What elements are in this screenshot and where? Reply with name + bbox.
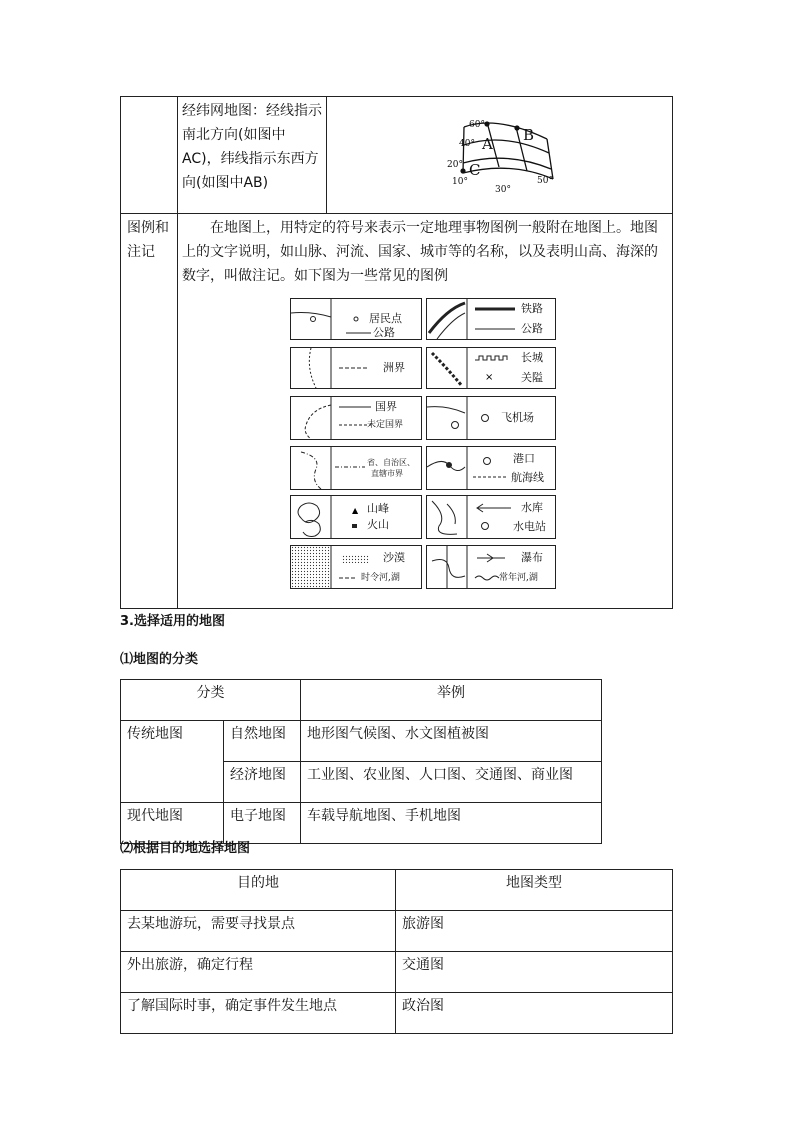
cell-subcategory: 电子地图 (224, 803, 301, 844)
meridian-50 (547, 139, 553, 179)
legend-mountain (290, 495, 422, 539)
label-sea-route: 航海线 (511, 471, 544, 484)
letter-b: B (523, 126, 535, 144)
legend-residential (290, 298, 422, 340)
point-b (514, 125, 519, 130)
cell-subcategory: 自然地图 (224, 721, 301, 762)
table-row (121, 952, 673, 993)
label-undefined-border: 未定国界 (367, 420, 404, 430)
table-row (121, 97, 673, 214)
table-header-row (121, 870, 673, 911)
legend-provincial-border (290, 446, 422, 490)
legend-waterfall (426, 545, 556, 589)
label-continent-border: 洲界 (383, 361, 405, 374)
cell-destination: 外出旅游，确定行程 (121, 952, 396, 993)
cell-map-type: 旅游图 (396, 911, 673, 952)
letter-a: A (482, 135, 493, 153)
table-row (121, 721, 602, 762)
empty-cell (121, 97, 178, 214)
letter-c: C (469, 161, 481, 179)
lat-label-20: 20° (447, 160, 463, 170)
label-pass: 关隘 (521, 371, 543, 384)
graticule-diagram (327, 97, 667, 211)
label-province: 省、自治区、 (367, 458, 415, 467)
subheading-choose-by-destination: ⑵根据目的地选择地图 (120, 841, 251, 856)
table-header-row (121, 680, 602, 721)
cell-example: 车载导航地图、手机地图 (301, 803, 602, 844)
table-row (121, 214, 673, 609)
table-row (121, 993, 673, 1034)
lat-label-60: 60° (469, 120, 485, 130)
label-railway: 铁路 (521, 302, 543, 315)
graticule-diagram-cell (327, 97, 673, 214)
cell-map-type: 交通图 (396, 952, 673, 993)
point-a (484, 121, 489, 126)
section-3-heading: 3.选择适用的地图 (120, 614, 225, 629)
lon-label-50: 50° (537, 176, 553, 186)
lat-label-40: 40° (459, 139, 475, 149)
label-road: 公路 (373, 326, 395, 339)
label-port: 港口 (513, 452, 535, 465)
cell-example: 地形图气候图、水文图植被图 (301, 721, 602, 762)
label-airport: 飞机场 (501, 411, 534, 424)
map-classification-table (120, 679, 602, 844)
cell-map-type: 政治图 (396, 993, 673, 1034)
legend-figure (290, 298, 560, 590)
legend-great-wall (426, 347, 556, 389)
svg-text:▲: ▲ (352, 506, 359, 515)
header-example: 举例 (301, 680, 602, 721)
header-category: 分类 (121, 680, 301, 721)
label-seasonal-river: 时令河,湖 (361, 573, 400, 583)
legend-airport (426, 396, 556, 440)
label-waterfall: 瀑布 (521, 551, 543, 564)
latitude-arc-40 (464, 140, 549, 153)
legend-content (178, 214, 673, 609)
lon-label-30: 30° (495, 185, 511, 195)
cell-subcategory: 经济地图 (224, 762, 301, 803)
cell-destination: 了解国际时事，确定事件发生地点 (121, 993, 396, 1034)
legend-port (426, 446, 556, 490)
label-perennial-river: 常年河,湖 (499, 573, 538, 583)
svg-text:×: × (485, 372, 494, 383)
cell-category: 现代地图 (121, 803, 224, 844)
label-peak: 山峰 (367, 502, 389, 515)
legend-head: 图例和注记 (121, 214, 178, 609)
label-great-wall: 长城 (521, 351, 543, 364)
label-national-border: 国界 (375, 400, 397, 413)
label-volcano: 火山 (367, 518, 389, 531)
label-residential: 居民点 (369, 312, 402, 325)
cell-example: 工业图、农业图、人口图、交通图、商业图 (301, 762, 602, 803)
legend-continent-border (290, 347, 422, 389)
destination-map-table (120, 869, 673, 1034)
label-desert: 沙漠 (383, 551, 405, 564)
label-reservoir: 水库 (521, 501, 543, 514)
graticule-text: 经纬网地图：经线指示南北方向(如图中AC)，纬线指示东西方向(如图中AB) (178, 97, 327, 214)
legend-reservoir (426, 495, 556, 539)
cell-destination: 去某地游玩，需要寻找景点 (121, 911, 396, 952)
cell-category: 传统地图 (121, 721, 224, 803)
table-row (121, 911, 673, 952)
header-destination: 目的地 (121, 870, 396, 911)
map-elements-table (120, 96, 673, 609)
lat-label-10: 10° (452, 177, 468, 187)
label-hydropower: 水电站 (513, 520, 546, 533)
legend-text: 在地图上，用特定的符号来表示一定地理事物图例一般附在地图上。地图上的文字说明，如山脉、河流、国家、城市等的名称，以及表明山高、海深的数字，叫做注记。如下图为一些常见的图例 (182, 220, 658, 284)
legend-desert (290, 545, 422, 589)
header-map-type: 地图类型 (396, 870, 673, 911)
label-municipality: 直辖市界 (371, 469, 403, 478)
subheading-classification: ⑴地图的分类 (120, 652, 199, 667)
legend-railway (426, 298, 556, 340)
label-road-2: 公路 (521, 322, 543, 335)
legend-national-border (290, 396, 422, 440)
meridian-10 (463, 127, 464, 173)
